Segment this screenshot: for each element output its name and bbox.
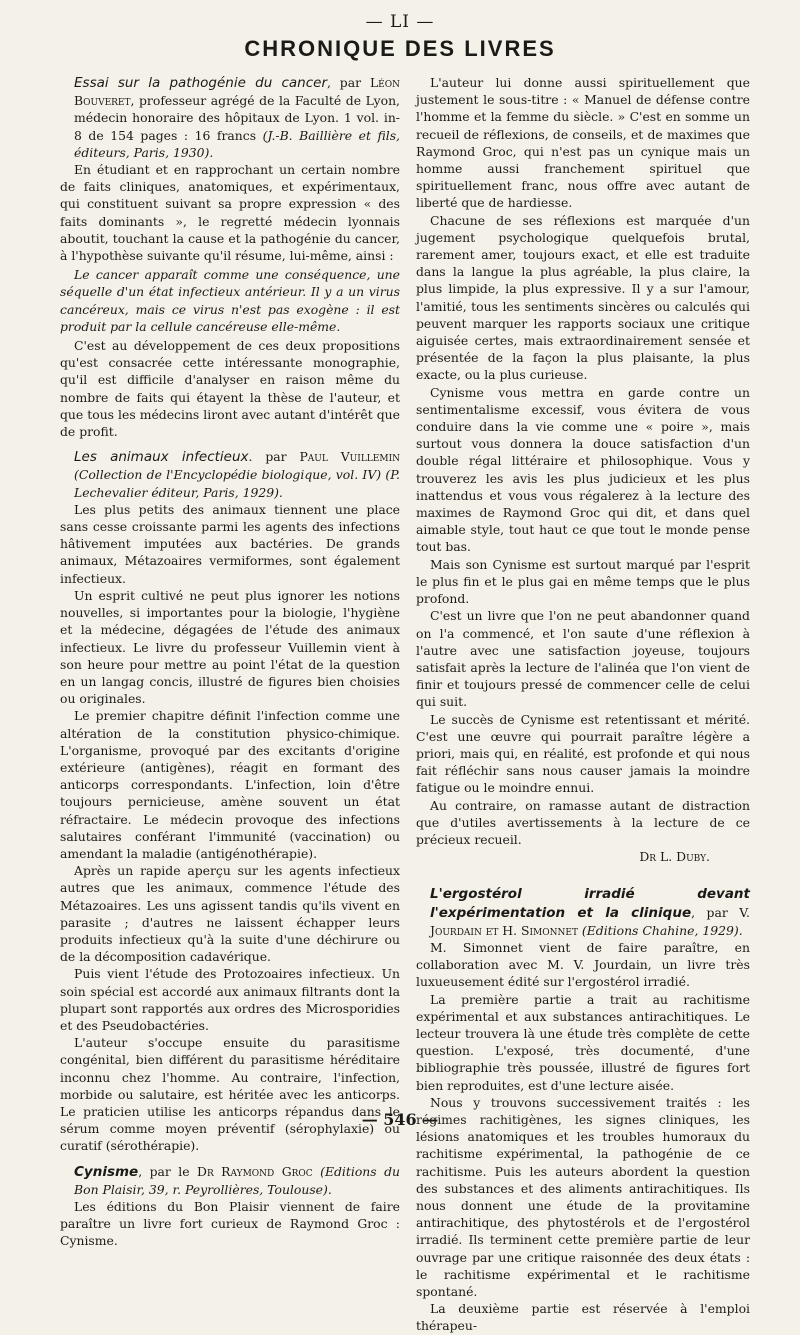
paragraph: Les éditions du Bon Plaisir viennent de faire paraître un livre fort curieux de Raymond Groc : Cynisme.: [60, 1199, 400, 1249]
quotation: Le cancer apparaît comme une conséquence, une séquelle d'un état infectieux antérieur. Il y a un virus cancéreux, mais ce virus n'est pas exogène : il est produit par la cellule cancéreuse elle-même.: [60, 267, 400, 334]
book-title: Essai sur la pathogénie du cancer: [74, 75, 327, 91]
paragraph: Puis vient l'étude des Protozoaires infectieux. Un soin spécial est accordé aux animaux filtrants dont la plupart sont rapportés aux ordres des Microsporidies et des Pseudobactéries.: [60, 966, 400, 1033]
page-header-roman: — LI —: [365, 12, 435, 32]
left-column: [60, 74, 400, 1250]
paragraph: Un esprit cultivé ne peut plus ignorer les notions nouvelles, si importantes pour la biologie, l'hygiène et la médecine, dégagées de l'étude des animaux infectieux. Le livre du professeur Vuillemin vient à son heure pour mettre au point l'état de la question en un langag concis, illustré de figures bien choisies ou originales.: [60, 587, 400, 707]
book-author: V. Jourdain et H. Simonnet: [430, 904, 750, 938]
paragraph: Cynisme vous mettra en garde contre un sentimentalisme excessif, vous évitera de vous conduire dans la vie comme une « poire », mais surtout vous donnera la douce satisfaction d'un double régal littéraire et philosophique. Vous y trouverez les avis les plus judicieux et les plus inattendus et vous vous régalerez à la lecture des maximes de Raymond Groc qui dit, et dans quel aimable style, tout haut ce que tout le monde pense tout bas.: [416, 384, 750, 555]
book-author: Dr Raymond Groc: [197, 1163, 313, 1179]
paragraph: La deuxième partie est réservée à l'emploi thérapeu-: [416, 1301, 750, 1334]
paragraph: Le premier chapitre définit l'infection comme une altération de la constitution physico-chimique. L'organisme, provoqué par des excitants d'origine extérieure (antigènes), réagit en formant des anticorps correspondants. L'infection, loin d'être toujours pernicieuse, amène souvent un état réfractaire. Le médecin provoque des infections salutaires conférant l'immunité (vaccination) ou amendant la maladie (antigénothérapie).: [60, 708, 400, 861]
book-title: L'ergostérol irradié devant l'expérimentation et la clinique: [430, 886, 750, 921]
paragraph: L'auteur lui donne aussi spirituellement que justement le sous-titre : « Manuel de défense contre l'homme et la femme du siècle. » C'est en somme un recueil de réflexions, de conseils, et de maximes que Raymond Groc, qui n'est pas un cynique mais un homme aussi franchement spirituel que spirituellement franc, nous offre avec autant de liberté que de hardiesse.: [416, 75, 750, 211]
book-title: Les animaux infectieux: [74, 449, 249, 466]
entry-heading: Essai sur la pathogénie du cancer, par Léon Bouveret, professeur agrégé de la Faculté de Lyon, médecin honoraire des hôpitaux de Lyon. 1 vol. in-8 de 154 pages : 16 francs (J.-B. Baillière et fils, éditeurs, Paris, 1930).: [74, 75, 400, 160]
entry-heading: Les animaux infectieux. par Paul Vuillemin (Collection de l'Encyclopédie biologique, vol. IV) (P. Lechevalier éditeur, Paris, 1929).: [74, 449, 400, 500]
book-author: Paul Vuillemin: [299, 449, 400, 465]
paragraph: Le succès de Cynisme est retentissant et mérité. C'est une œuvre qui pourrait paraître légère a priori, mais qui, en réalité, est profonde et qui nous fait réfléchir sans nous causer jamais la moindre fatigue ou le moindre ennui.: [416, 711, 750, 796]
paragraph: Après un rapide aperçu sur les agents infectieux autres que les animaux, commence l'étude des Métazoaires. Les uns agissent tandis qu'ils vivent en parasite ; d'autres ne laissent échapper leurs produits infectieux qu'à la suite d'une déchirure ou de la décomposition cadavérique.: [60, 863, 400, 965]
page-number: — 546 —: [361, 1110, 439, 1129]
paragraph: Au contraire, on ramasse autant de distraction que d'utiles avertissements à la lecture de ce précieux recueil.: [416, 797, 750, 847]
review-signature: Dr L. Duby.: [639, 849, 710, 865]
paragraph: L'auteur s'occupe ensuite du parasitisme congénital, bien différent du parasitisme héréditaire inconnu chez l'homme. Au contraire, l'infection, morbide ou salutaire, est héritée avec les anticorps. Le praticien utilise les anticorps répandus dans le sérum comme moyen préventif (sérophylaxie) ou curatif (sérothérapie).: [60, 1035, 400, 1154]
paragraph: En étudiant et en rapprochant un certain nombre de faits cliniques, anatomiques, et expérimentaux, qui constituent suivant sa propre expression « des faits dominants », le regretté médecin lyonnais aboutit, touchant la cause et la pathogénie du cancer, à l'hypothèse suivante qu'il résume, lui-même, ainsi :: [60, 162, 400, 264]
entry-heading: Cynisme, par le Dr Raymond Groc (Editions du Bon Plaisir, 39, r. Peyrollières, Toulouse).: [74, 1163, 400, 1197]
paragraph: Nous y trouvons successivement traités : les régimes rachitigènes, les signes cliniques, les lésions anatomiques et les troubles humoraux du rachitisme expérimental, la pathogénie de ce rachitisme. Puis les auteurs abordent la question des substances et des aliments antirachitiques. Ils nous donnent une étude de la provitamine antirachitique, des phytostérols et de l'ergostérol irradié. Ils terminent cette première partie de leur ouvrage par une critique raisonnée des deux états : le rachitisme expérimental et le rachitisme spontané.: [416, 1094, 750, 1300]
book-author: Léon Bouveret: [74, 75, 400, 109]
paragraph: Les plus petits des animaux tiennent une place sans cesse croissante parmi les agents des infections hâtivement imputées aux bactéries. De grands animaux, Métazoaires vermiformes, sont également infectieux.: [60, 501, 400, 586]
entry-heading: L'ergostérol irradié devant l'expérimentation et la clinique, par V. Jourdain et H. Simonnet (Editions Chahine, 1929).: [430, 886, 750, 938]
paragraph: M. Simonnet vient de faire paraître, en collaboration avec M. V. Jourdain, un livre très luxueusement édité sur l'ergostérol irradié.: [416, 939, 750, 990]
paragraph: C'est au développement de ces deux propositions qu'est consacrée cette intéressante monographie, qu'il est difficile d'analyser en raison même du nombre de faits qui étayent la thèse de l'auteur, et que tous les médecins liront avec autant d'intérêt que de profit.: [60, 338, 400, 440]
book-title: Cynisme: [74, 1163, 139, 1180]
page-title: CHRONIQUE DES LIVRES: [244, 36, 556, 61]
paragraph: La première partie a trait au rachitisme expérimental et aux substances antirachitiques. Le lecteur trouvera là une étude très complète de cette question. L'exposé, très documenté, d'une bibliographie très poussée, illustré de figures fort bien reproduites, est d'une lecture aisée.: [416, 991, 750, 1093]
paragraph: Mais son Cynisme est surtout marqué par l'esprit le plus fin et le plus gai en même temps que le plus profond.: [416, 556, 750, 607]
paragraph: Chacune de ses réflexions est marquée d'un jugement psychologique quelquefois brutal, rarement amer, toujours exact, et elle est traduite dans la langue la plus agréable, la plus claire, la plus limpide, la plus expressive. Il y a sur l'amour, l'amitié, tous les sentiments sincères ou calculés qui peuvent marquer les rapports sociaux une critique aiguisée certes, mais extraordinairement sensée et présentée de la façon la plus plaisante, la plus exacte, ou la plus curieuse.: [416, 212, 750, 383]
paragraph: C'est un livre que l'on ne peut abandonner quand on l'a commencé, et l'on saute d'une réflexion à l'autre avec une satisfaction joyeuse, toujours satisfait après la lecture de l'alinéa que l'on vient de finir et toujours pressé de commencer celle de celui qui suit.: [416, 608, 750, 710]
